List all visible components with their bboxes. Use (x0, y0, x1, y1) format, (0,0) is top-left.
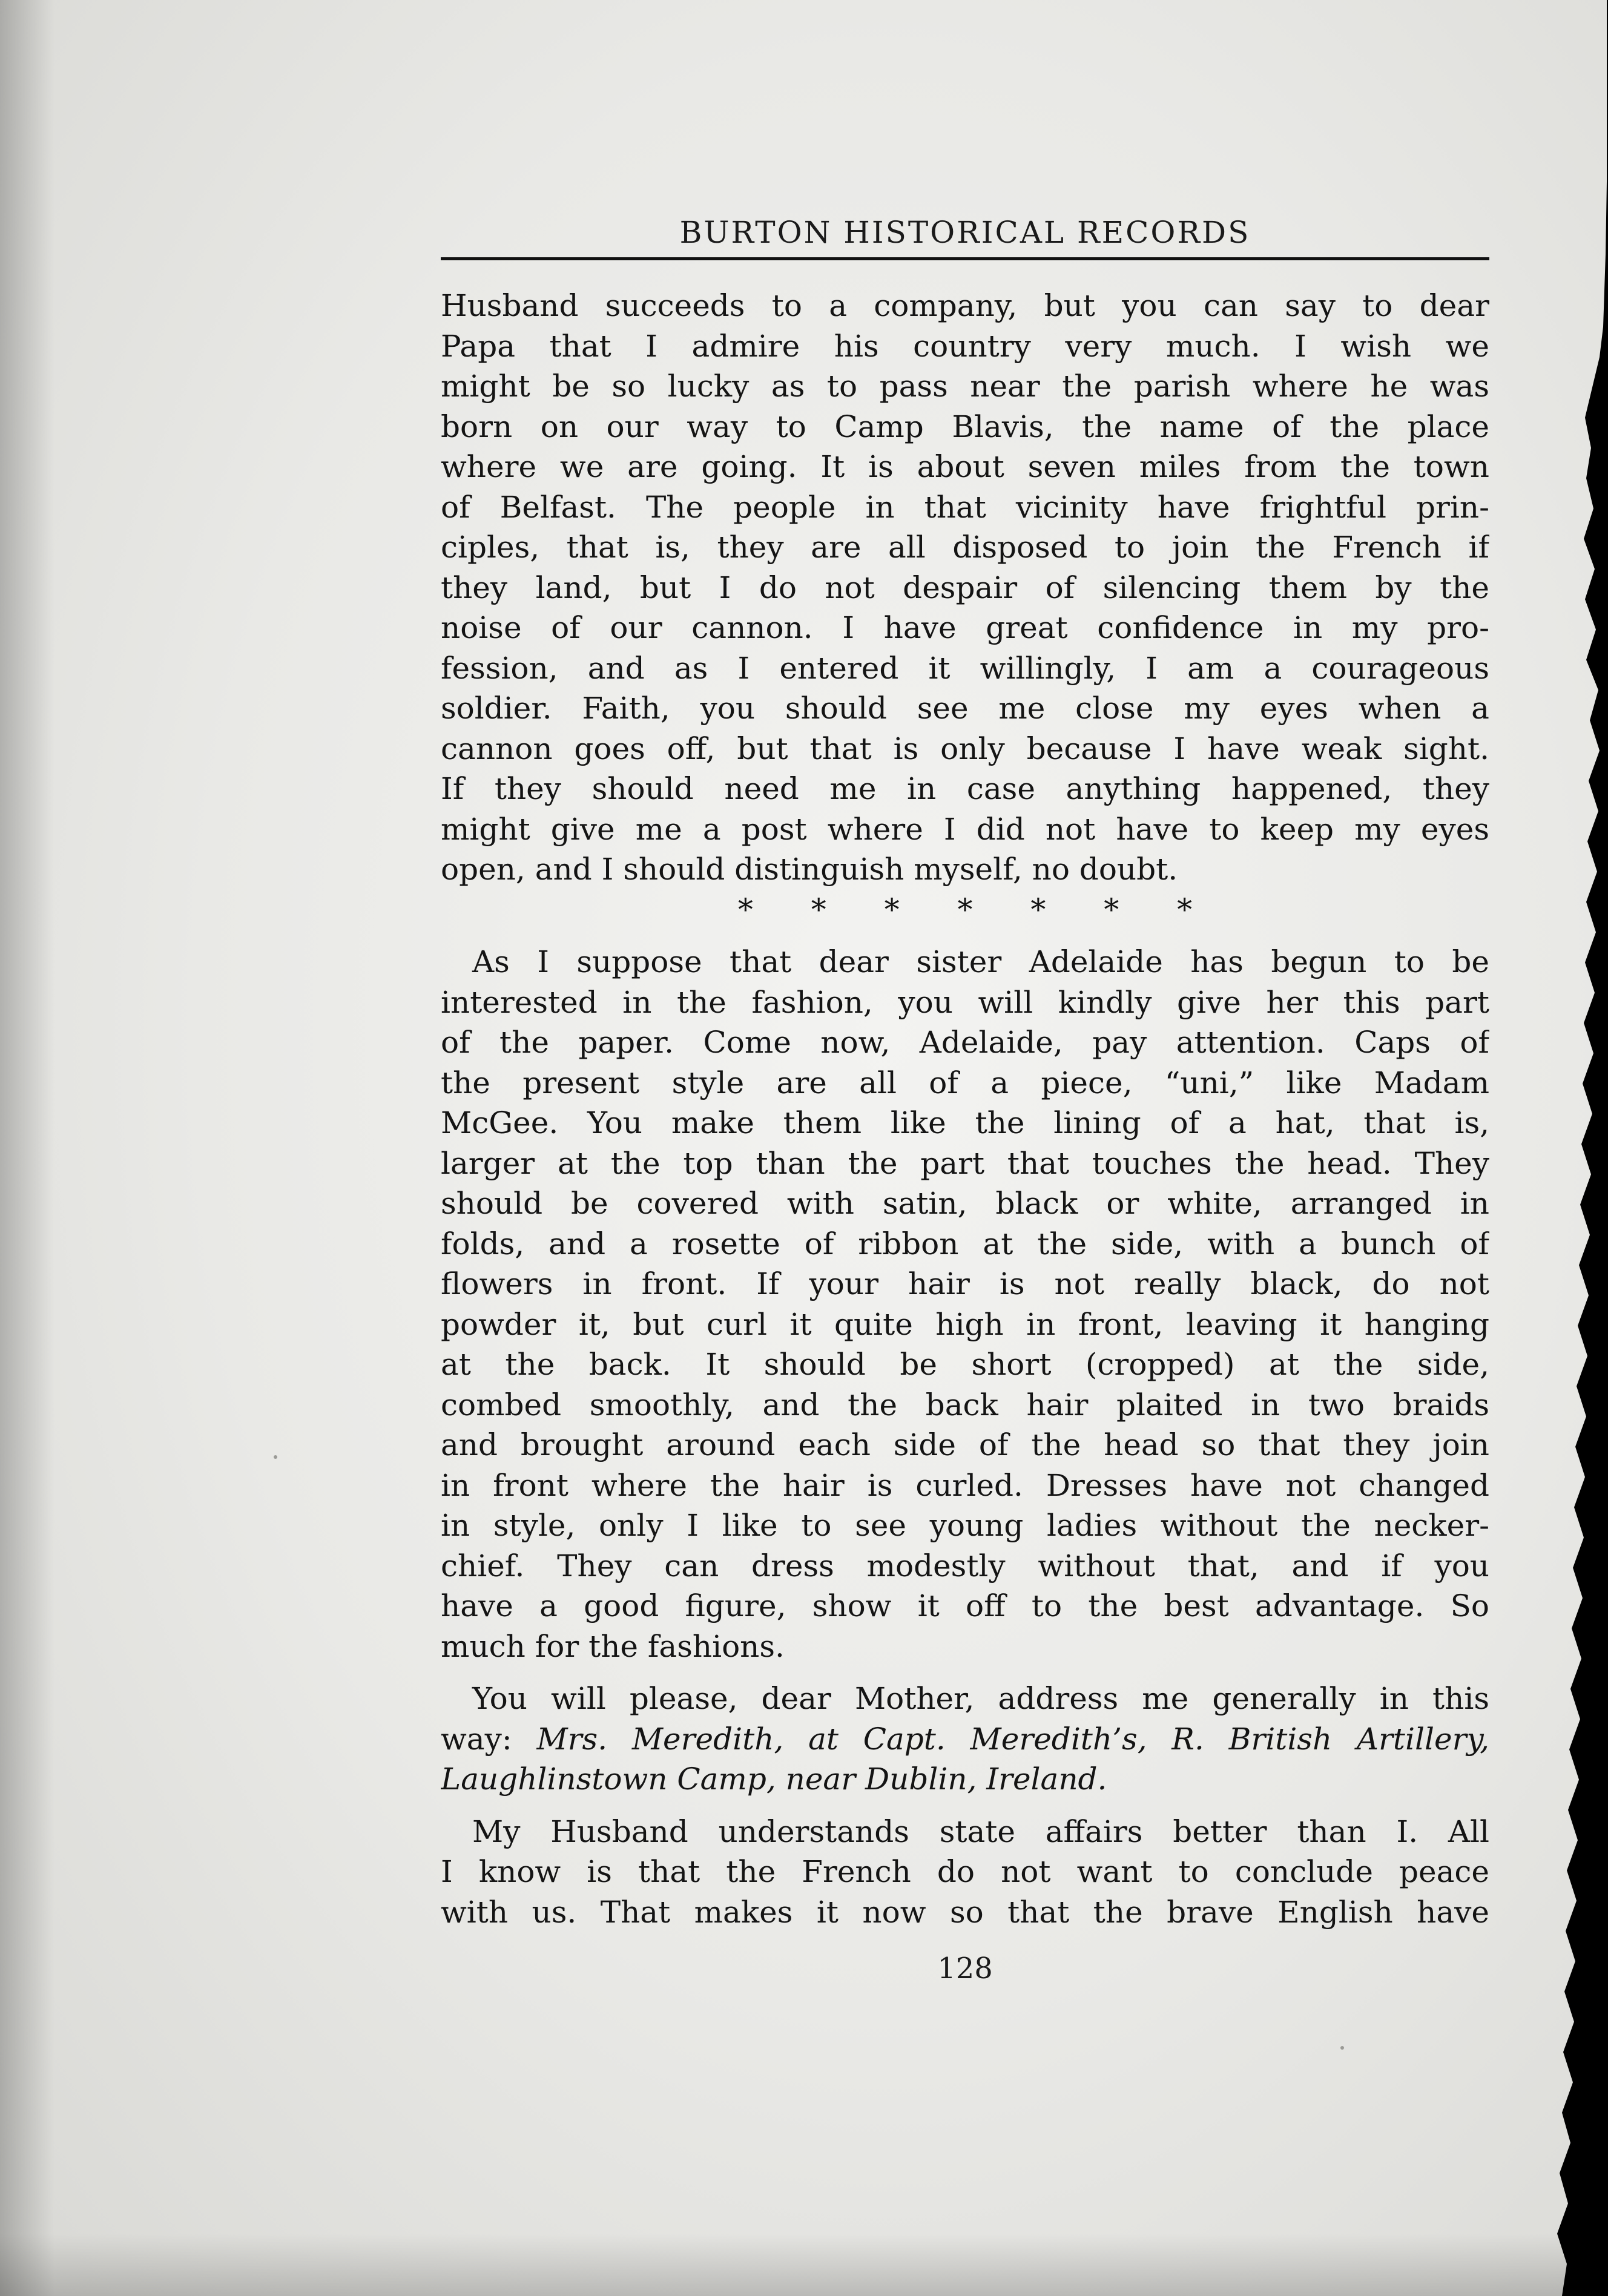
text-line: larger at the top than the part that touches the head. They (441, 1145, 1489, 1181)
text-line: If they should need me in case anything happened, they (441, 771, 1489, 806)
margin-speck (1340, 2046, 1344, 2050)
text-line (441, 1759, 1489, 1800)
text-line: I know is that the French do not want to conclude peace (441, 1854, 1489, 1889)
running-head: BURTON HISTORICAL RECORDS (679, 215, 1251, 250)
text-line: flowers in front. If your hair is not really black, do not (441, 1266, 1489, 1301)
text-line: in style, only I like to see young ladies without the necker- (441, 1508, 1489, 1543)
margin-speck (274, 1455, 277, 1459)
text-line: should be covered with satin, black or white, arranged in (441, 1186, 1489, 1221)
text-line: have a good figure, show it off to the best advantage. So (441, 1588, 1489, 1623)
address-italic: Mrs. Meredith, at Capt. Meredith’s, R. British Artillery, (536, 1721, 1489, 1757)
text-line: As I suppose that dear sister Adelaide has begun to be (472, 944, 1489, 979)
text-line: of Belfast. The people in that vicinity have frightful prin- (441, 489, 1489, 525)
text-line: You will please, dear Mother, address me generally in this (472, 1681, 1489, 1716)
text-line: ciples, that is, they are all disposed to join the French if (441, 530, 1489, 565)
text-line: in front where the hair is curled. Dresses have not changed (441, 1467, 1489, 1503)
text-line: McGee. You make them like the lining of a hat, that is, (441, 1105, 1489, 1140)
text-line: Papa that I admire his country very much. I wish we (441, 328, 1489, 364)
text-line: noise of our cannon. I have great confidence in my pro- (441, 610, 1489, 645)
text-line: where we are going. It is about seven miles from the town (441, 449, 1489, 484)
paragraph-state-affairs (441, 1812, 1489, 1933)
text-line: and brought around each side of the head so that they join (441, 1427, 1489, 1462)
text-line: folds, and a rosette of ribbon at the side, with a bunch of (441, 1226, 1489, 1261)
text-line: Husband succeeds to a company, but you can say to dear (441, 288, 1489, 323)
address-lead: way: (441, 1721, 537, 1757)
text-line: open, and I should distinguish myself, no doubt. (441, 852, 1178, 887)
text-line: of the paper. Come now, Adelaide, pay attention. Caps of (441, 1025, 1489, 1060)
text-line: at the back. It should be short (cropped) at the side, (441, 1347, 1489, 1382)
text-line: might give me a post where I did not have to keep my eyes (441, 811, 1489, 847)
text-line: they land, but I do not despair of silencing them by the (441, 570, 1489, 605)
paragraph-gap-1 (441, 1666, 1489, 1679)
header-rule (441, 257, 1489, 260)
text-line: the present style are all of a piece, “uni,” like Madam (441, 1065, 1489, 1100)
text-line: chief. They can dress modestly without that, and if you (441, 1548, 1489, 1584)
text-line: interested in the fashion, you will kindly give her this part (441, 984, 1489, 1020)
text-line: combed smoothly, and the back hair plaited in two braids (441, 1387, 1489, 1423)
text-line: powder it, but curl it quite high in front, leaving it hanging (441, 1306, 1489, 1342)
text-line: soldier. Faith, you should see me close my eyes when a (441, 691, 1489, 726)
paragraph-fashion (441, 942, 1489, 1666)
text-line (441, 1719, 1489, 1760)
text-line: born on our way to Camp Blavis, the name of the place (441, 409, 1489, 444)
separator-gap (441, 930, 1489, 942)
section-separator: * * * * * * * (737, 892, 1217, 927)
text-line: cannon goes off, but that is only because I have weak sight. (441, 731, 1489, 766)
torn-edge-shape (1557, 0, 1608, 2296)
text-line: fession, and as I entered it willingly, I am a courageous (441, 650, 1489, 686)
page-number: 128 (937, 1952, 993, 1985)
text-line: might be so lucky as to pass near the parish where he was (441, 369, 1489, 404)
text-line: with us. That makes it now so that the brave English have (441, 1894, 1489, 1930)
paragraph-address (441, 1679, 1489, 1800)
address-italic-2: Laughlinstown Camp, near Dublin, Ireland. (441, 1761, 1107, 1797)
text-line: My Husband understands state affairs better than I. All (472, 1814, 1489, 1849)
page-bottom-shadow (0, 2234, 1608, 2296)
body-text (441, 286, 1489, 1932)
paragraph-gap-2 (441, 1800, 1489, 1812)
paragraph-1 (441, 286, 1489, 890)
page-left-shadow (0, 0, 54, 2296)
text-line: much for the fashions. (441, 1628, 785, 1664)
